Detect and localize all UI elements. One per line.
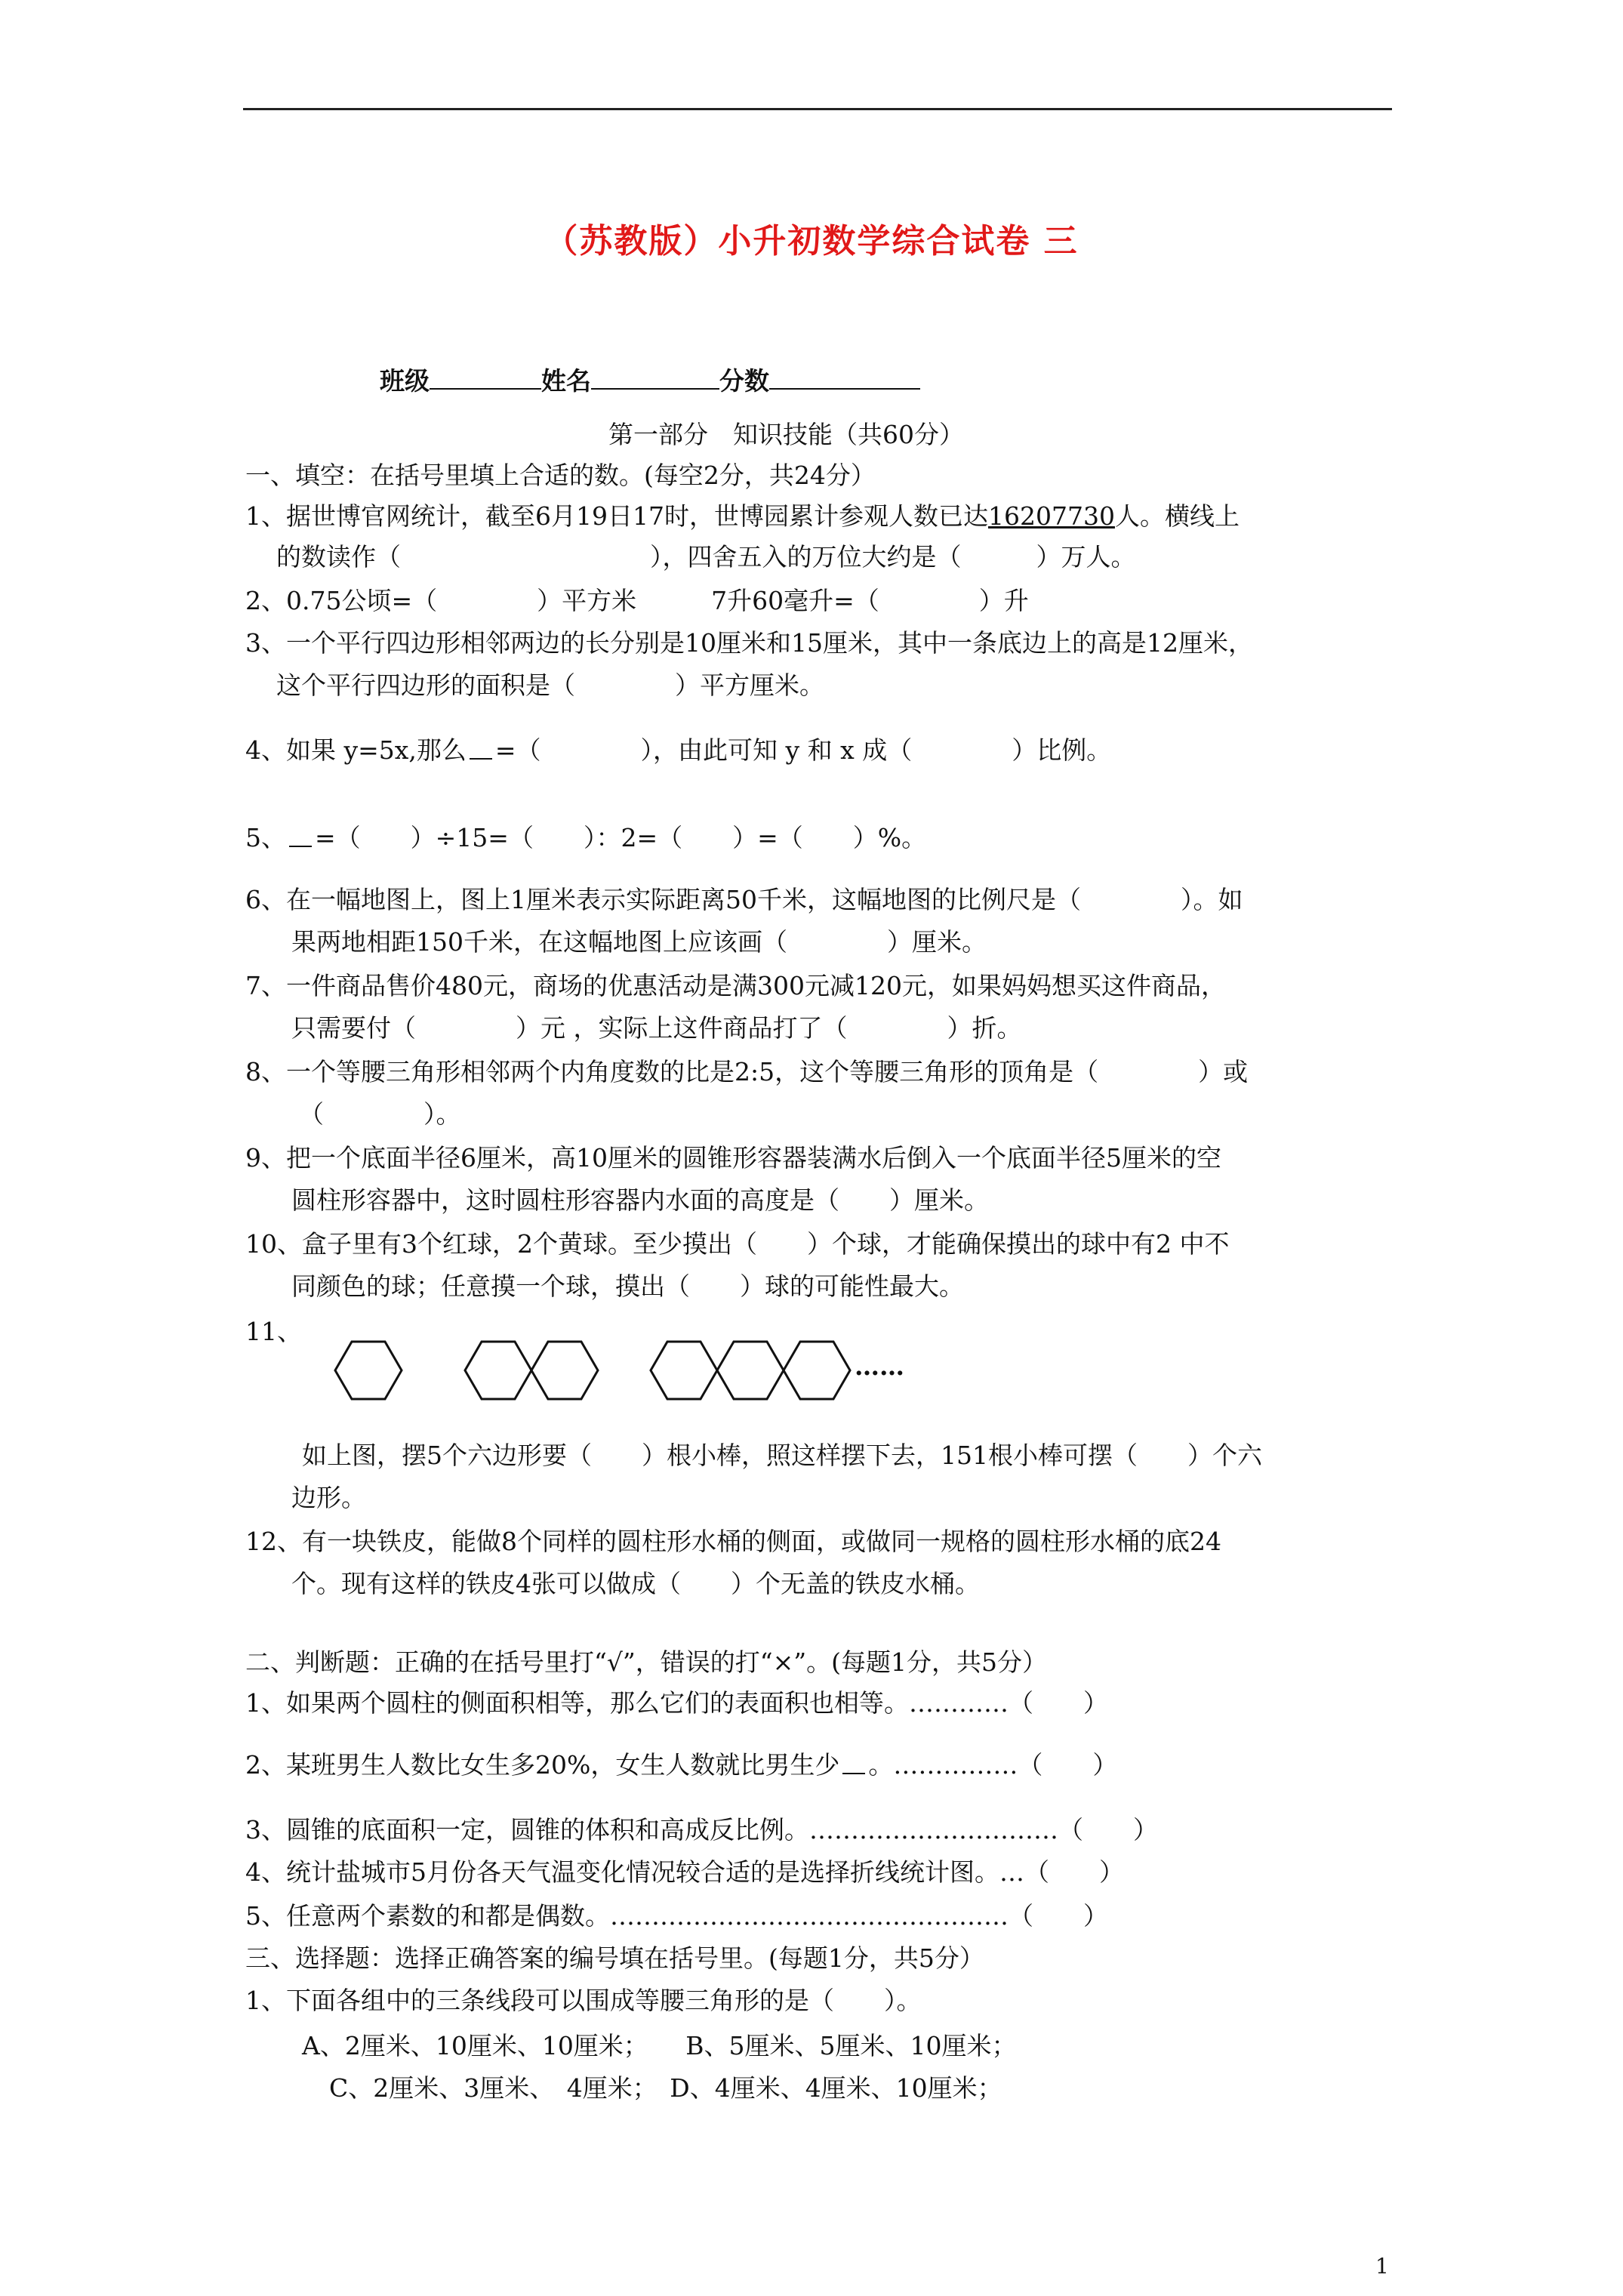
question-9-line1: 9、把一个底面半径6厘米，高10厘米的圆锥形容器装满水后倒入一个底面半径5厘米的空	[245, 1143, 1221, 1173]
question-8-line1: 8、一个等腰三角形相邻两个内角度数的比是2:5，这个等腰三角形的顶角是（ ）或	[245, 1057, 1249, 1086]
ellipsis: ……	[855, 1351, 904, 1381]
judge-4: 4、统计盐城市5月份各天气温变化情况较合适的是选择折线统计图。…（ ）	[245, 1857, 1124, 1887]
question-6-line1: 6、在一幅地图上，图上1厘米表示实际距离50千米，这幅地图的比例尺是（ ）。如	[245, 885, 1243, 914]
class-blank[interactable]	[430, 365, 541, 390]
page-title: （苏教版）小升初数学综合试卷 三	[544, 222, 1079, 260]
question-7-line1: 7、一件商品售价480元，商场的优惠活动是满300元减120元，如果妈妈想买这件商品，	[245, 971, 1226, 1000]
judge-5: 5、任意两个素数的和都是偶数。…………………………………………（ ）	[245, 1901, 1108, 1931]
question-11-line1: 如上图，摆5个六边形要（ ）根小棒，照这样摆下去，151根小棒可摆（ ）个六	[302, 1441, 1262, 1470]
hexagon-2a	[465, 1342, 531, 1399]
fraction-bar	[842, 1759, 865, 1774]
question-3-line2: 这个平行四边形的面积是（ ）平方厘米。	[276, 670, 824, 700]
section3-heading: 三、选择题：选择正确答案的编号填在括号里。(每题1分，共5分）	[245, 1943, 984, 1973]
question-10-line1: 10、盒子里有3个红球，2个黄球。至少摸出（ ）个球，才能确保摸出的球中有2 中不	[245, 1229, 1230, 1259]
hexagon-pattern-figure	[317, 1321, 936, 1419]
question-4: 4、如果 y=5x,那么 =（ ），由此可知 y 和 x 成（ ）比例。	[245, 735, 1112, 765]
score-blank[interactable]	[769, 365, 920, 390]
question-11-line2: 边形。	[291, 1483, 366, 1512]
section2-heading: 二、判断题：正确的在括号里打“√”，错误的打“×”。(每题1分，共5分）	[245, 1647, 1048, 1677]
hexagon-1	[335, 1342, 402, 1399]
class-label: 班级	[380, 366, 430, 396]
name-label: 姓名	[541, 366, 591, 396]
choice-1-options-ab: A、2厘米、10厘米、10厘米； B、5厘米、5厘米、10厘米；	[302, 2031, 1017, 2060]
question-1-line2: 的数读作（ ），四舍五入的万位大约是（ ）万人。	[276, 542, 1136, 572]
part1-heading: 第一部分 知识技能（共60分）	[608, 420, 964, 449]
section1-heading: 一、填空：在括号里填上合适的数。(每空2分，共24分）	[245, 461, 876, 490]
question-9-line2: 圆柱形容器中，这时圆柱形容器内水面的高度是（ ）厘米。	[291, 1185, 989, 1215]
page-number: 1	[1375, 2254, 1389, 2279]
question-3-line1: 3、一个平行四边形相邻两边的长分别是10厘米和15厘米，其中一条底边上的高是12厘米，	[245, 628, 1253, 658]
choice-1-options-cd: C、2厘米、3厘米、 4厘米； D、4厘米、4厘米、10厘米；	[329, 2073, 1002, 2103]
question-8-line2: （ ）。	[299, 1099, 461, 1129]
question-7-line2: 只需要付（ ）元 ，实际上这件商品打了（ ）折。	[291, 1013, 1022, 1043]
question-2: 2、0.75公顷=（ ）平方米 7升60毫升=（ ）升	[245, 586, 1029, 615]
question-12-line2: 个。现有这样的铁皮4张可以做成（ ）个无盖的铁皮水桶。	[291, 1569, 980, 1598]
hexagon-3c	[784, 1342, 850, 1399]
judge-1: 1、如果两个圆柱的侧面积相等，那么它们的表面积也相等。…………（ ）	[245, 1688, 1108, 1718]
judge-2: 2、某班男生人数比女生多20%，女生人数就比男生少 。……………（ ）	[245, 1750, 1118, 1780]
question-5: 5、 =（ ）÷15=（ ）：2=（ ）=（ ）%。	[245, 823, 927, 852]
question-10-line2: 同颜色的球；任意摸一个球，摸出（ ）球的可能性最大。	[291, 1271, 964, 1301]
judge-3: 3、圆锥的底面积一定，圆锥的体积和高成反比例。…………………………（ ）	[245, 1815, 1158, 1845]
choice-1: 1、下面各组中的三条线段可以围成等腰三角形的是（ ）。	[245, 1986, 922, 2015]
hexagon-2b	[531, 1342, 598, 1399]
visitor-count: 16207730	[987, 501, 1115, 531]
question-11-number: 11、	[245, 1317, 302, 1346]
question-1-line1: 1、据世博官网统计，截至6月19日17时，世博园累计参观人数已达16207730人。横线上	[245, 501, 1240, 531]
hexagon-3a	[651, 1342, 717, 1399]
student-info-line	[380, 365, 920, 396]
hexagon-3b	[717, 1342, 784, 1399]
fraction-bar	[470, 744, 492, 760]
score-label: 分数	[719, 366, 769, 396]
question-6-line2: 果两地相距150千米，在这幅地图上应该画（ ）厘米。	[291, 927, 987, 957]
name-blank[interactable]	[591, 365, 719, 390]
fraction-bar	[289, 832, 312, 847]
header-rule	[243, 108, 1392, 110]
question-12-line1: 12、有一块铁皮，能做8个同样的圆柱形水桶的侧面，或做同一规格的圆柱形水桶的底24	[245, 1527, 1221, 1556]
